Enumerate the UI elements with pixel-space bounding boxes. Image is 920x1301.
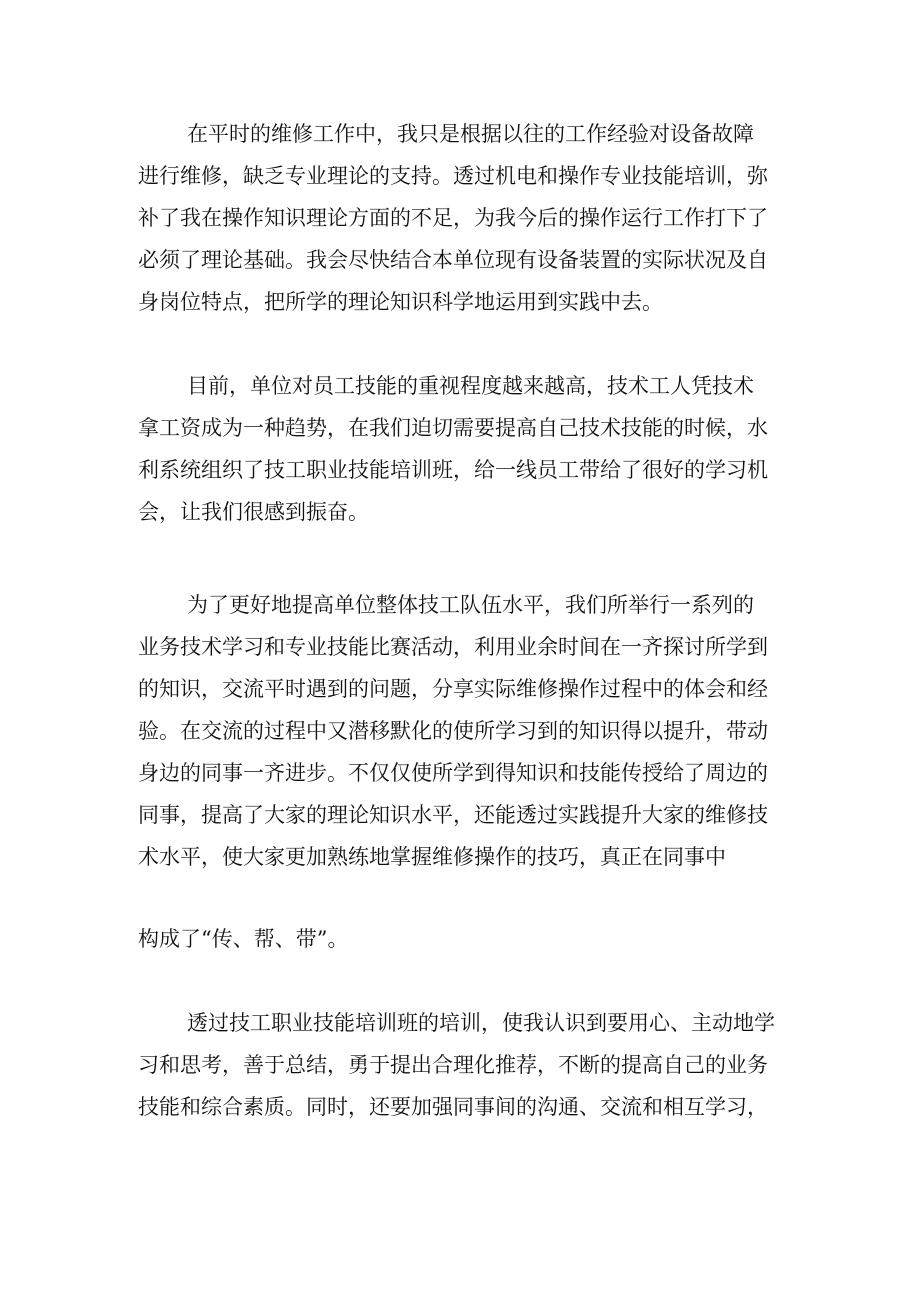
paragraph-line: 业务技术学习和专业技能比赛活动，利用业余时间在一齐探讨所学到 <box>138 635 768 659</box>
paragraph-line: 补了我在操作知识理论方面的不足，为我今后的操作运行工作打下了 <box>138 206 768 230</box>
paragraph-line: 身岗位特点，把所学的理论知识科学地运用到实践中去。 <box>138 290 663 314</box>
paragraph-line: 进行维修，缺乏专业理论的支持。透过机电和操作专业技能培训，弥 <box>138 164 768 188</box>
paragraph-line: 会，让我们很感到振奋。 <box>138 500 369 524</box>
paragraph-line: 验。在交流的过程中又潜移默化的使所学习到的知识得以提升，带动 <box>138 719 768 743</box>
paragraph-line: 利系统组织了技工职业技能培训班，给一线员工带给了很好的学习机 <box>138 458 768 482</box>
paragraph-line: 同事，提高了大家的理论知识水平，还能透过实践提升大家的维修技 <box>138 803 768 827</box>
paragraph-line: 在平时的维修工作中，我只是根据以往的工作经验对设备故障 <box>187 122 754 146</box>
paragraph-line: 拿工资成为一种趋势，在我们迫切需要提高自己技术技能的时候，水 <box>138 416 768 440</box>
paragraph-line: 为了更好地提高单位整体技工队伍水平，我们所举行一系列的 <box>187 593 754 617</box>
paragraph-line: 技能和综合素质。同时，还要加强同事间的沟通、交流和相互学习， <box>138 1095 768 1119</box>
paragraph-line: 构成了“传、帮、带”。 <box>138 927 349 951</box>
paragraph-line: 术水平，使大家更加熟练地掌握维修操作的技巧，真正在同事中 <box>138 845 726 869</box>
paragraph-line: 习和思考，善于总结，勇于提出合理化推荐，不断的提高自己的业务 <box>138 1053 768 1077</box>
paragraph-line: 必须了理论基础。我会尽快结合本单位现有设备装置的实际状况及自 <box>138 248 768 272</box>
paragraph-line: 目前，单位对员工技能的重视程度越来越高，技术工人凭技术 <box>187 374 754 398</box>
paragraph-line: 身边的同事一齐进步。不仅仅使所学到得知识和技能传授给了周边的 <box>138 761 768 785</box>
paragraph-line: 透过技工职业技能培训班的培训，使我认识到要用心、主动地学 <box>187 1011 775 1035</box>
paragraph-line: 的知识，交流平时遇到的问题，分享实际维修操作过程中的体会和经 <box>138 677 768 701</box>
